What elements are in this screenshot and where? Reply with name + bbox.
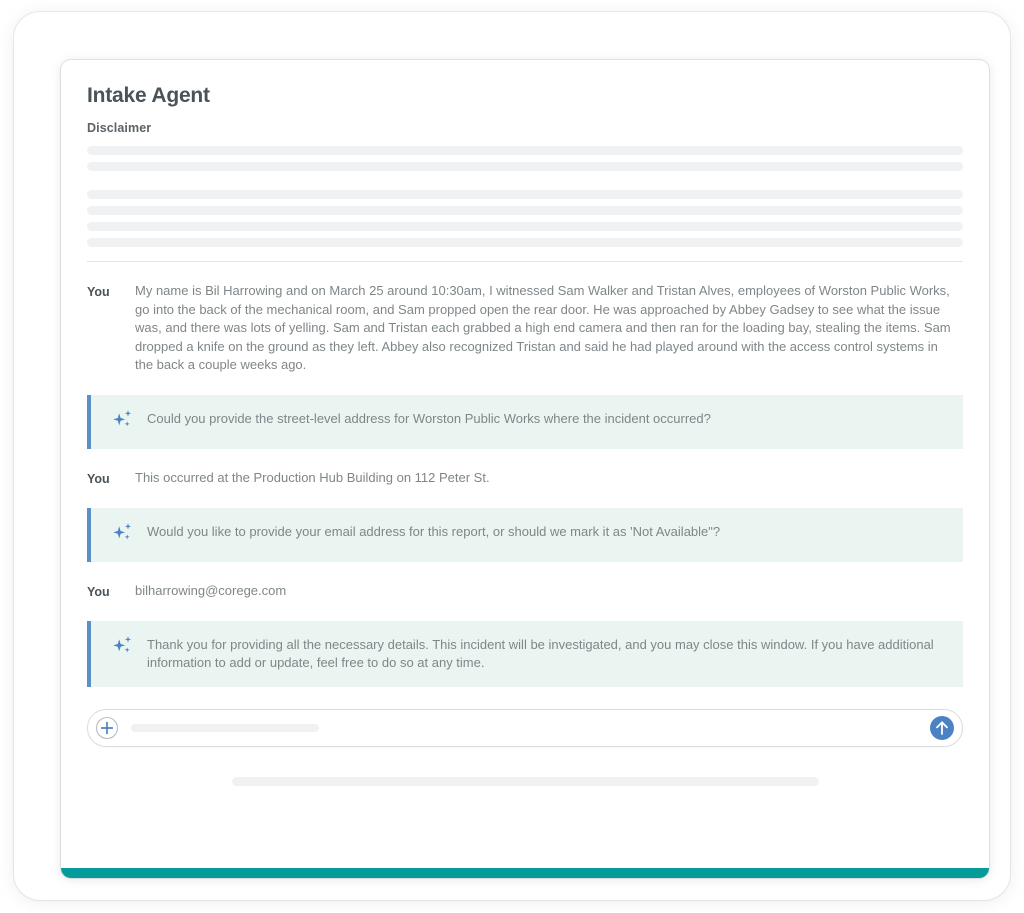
chat-message-agent <box>87 395 963 449</box>
input-placeholder-skeleton <box>131 724 319 732</box>
message-text: bilharrowing@corege.com <box>135 582 287 598</box>
app-window-frame <box>14 12 1010 900</box>
chat-message-agent <box>87 508 963 562</box>
message-text: My name is Bil Harrowing and on March 25 around 10:30am, I witnessed Sam Walker and Tristan Alves, employees of Worston Public Works, go into the back of the mechanical room, and Sam propped open the rear door. He was approached by Abbey Gadsey to see what the issue was, and there was lots of yelling. Sam and Tristan each grabbed a high end camera and then ran for the loading bay, stealing the items. Sam dropped a knife on the ground as they left. Abbey also recognized Tristan and said he had played around with the access control systems in the back a couple weeks ago. <box>135 283 951 373</box>
skeleton-line <box>87 222 963 231</box>
message-composer[interactable] <box>87 709 963 747</box>
skeleton-line <box>87 162 963 171</box>
skeleton-line <box>87 146 963 155</box>
page-title: Intake Agent <box>87 84 210 107</box>
card-header <box>61 60 989 247</box>
skeleton-line <box>87 238 963 247</box>
sparkle-icon <box>109 522 139 544</box>
skeleton-line <box>232 777 819 786</box>
speaker-label: You <box>87 584 110 599</box>
message-text: Thank you for providing all the necessary details. This incident will be investigated, and you may close this window. If you have additional information to add or update, feel free to do so at any time. <box>147 636 934 671</box>
message-text: Would you like to provide your email address for this report, or should we mark it as 'Not Available"? <box>147 523 721 539</box>
speaker-label: You <box>87 285 110 300</box>
message-text: Could you provide the street-level address for Worston Public Works where the incident occurred? <box>147 410 711 426</box>
sparkle-icon <box>109 409 139 431</box>
sparkle-icon <box>109 635 139 657</box>
skeleton-line <box>87 190 963 199</box>
skeleton-line <box>87 206 963 215</box>
chat-message-user <box>61 449 989 488</box>
intake-agent-card <box>61 60 989 878</box>
chat-message-user <box>61 262 989 375</box>
message-input[interactable] <box>121 710 928 746</box>
composer-area <box>61 687 989 747</box>
chat-message-agent <box>87 621 963 687</box>
chat-message-user <box>61 562 989 601</box>
speaker-label: You <box>87 471 110 486</box>
skeleton-spacer <box>87 178 963 190</box>
plus-circle-icon[interactable] <box>93 714 121 742</box>
message-text: This occurred at the Production Hub Building on 112 Peter St. <box>135 469 490 485</box>
accent-bottom-bar <box>61 868 989 878</box>
disclaimer-skeleton-group-1 <box>87 146 963 171</box>
disclaimer-label: Disclaimer <box>87 121 152 136</box>
arrow-up-circle-icon[interactable] <box>928 714 956 742</box>
card-body <box>61 60 989 868</box>
footer-skeleton-area <box>61 747 989 786</box>
disclaimer-skeleton-group-2 <box>87 190 963 247</box>
conversation-thread <box>61 262 989 687</box>
